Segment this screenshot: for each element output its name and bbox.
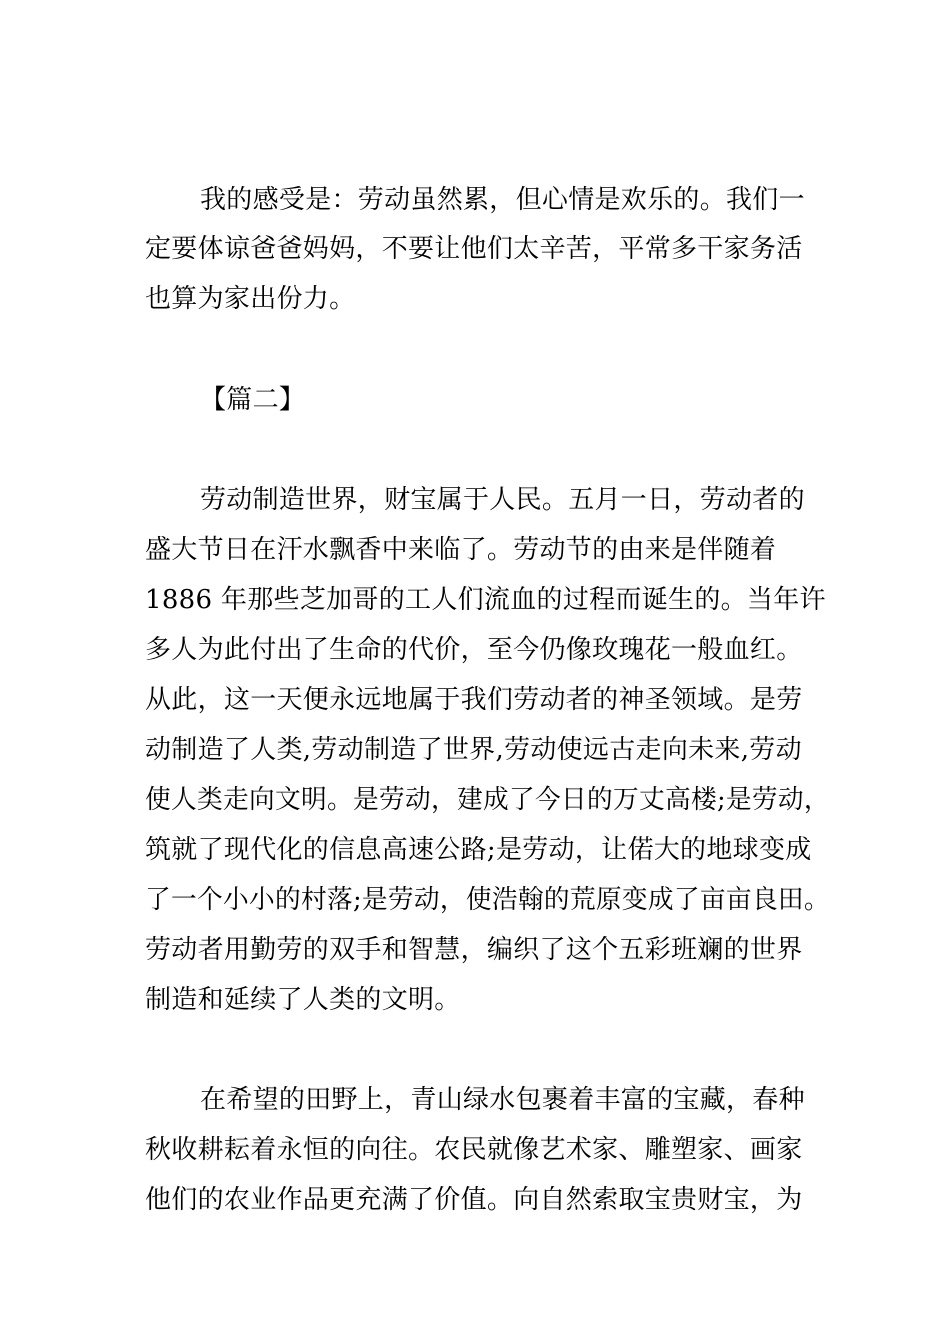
text-line: 定要体谅爸爸妈妈，不要让他们太辛苦，平常多干家务活: [145, 234, 803, 264]
text-line: 制造和延续了人类的文明。: [145, 985, 461, 1015]
text-line: 他们的农业作品更充满了价值。向自然索取宝贵财宝，为: [145, 1185, 803, 1215]
text-line: 了一个小小的村落;是劳动，使浩翰的荒原变成了亩亩良田。: [145, 885, 830, 915]
text-line: 多人为此付出了生命的代价，至今仍像玫瑰花一般血红。: [145, 635, 803, 665]
text-line: 也算为家出份力。: [145, 284, 356, 314]
text-line: 动制造了人类,劳动制造了世界,劳动使远古走向未来,劳动: [145, 735, 802, 765]
text-line: 劳动制造世界，财宝属于人民。五月一日，劳动者的: [200, 485, 805, 515]
text-line: 秋收耕耘着永恒的向往。农民就像艺术家、雕塑家、画家: [145, 1135, 803, 1165]
text-line: 使人类走向文明。是劳动，建成了今日的万丈高楼;是劳动，: [145, 785, 830, 815]
text-line: 1886 年那些芝加哥的工人们流血的过程而诞生的。当年许: [145, 585, 826, 615]
text-line: 盛大节日在汗水飘香中来临了。劳动节的由来是伴随着: [145, 535, 777, 565]
text-line: 劳动者用勤劳的双手和智慧，编织了这个五彩班斓的世界: [145, 935, 803, 965]
text-line: 在希望的田野上，青山绿水包裹着丰富的宝藏，春种: [200, 1085, 805, 1115]
text-line: 我的感受是：劳动虽然累，但心情是欢乐的。我们一: [200, 185, 805, 215]
text-line: 筑就了现代化的信息高速公路;是劳动，让偌大的地球变成: [145, 835, 812, 865]
heading-text: 【篇二】: [200, 385, 306, 415]
text-line: 从此，这一天便永远地属于我们劳动者的神圣领域。是劳: [145, 685, 803, 715]
